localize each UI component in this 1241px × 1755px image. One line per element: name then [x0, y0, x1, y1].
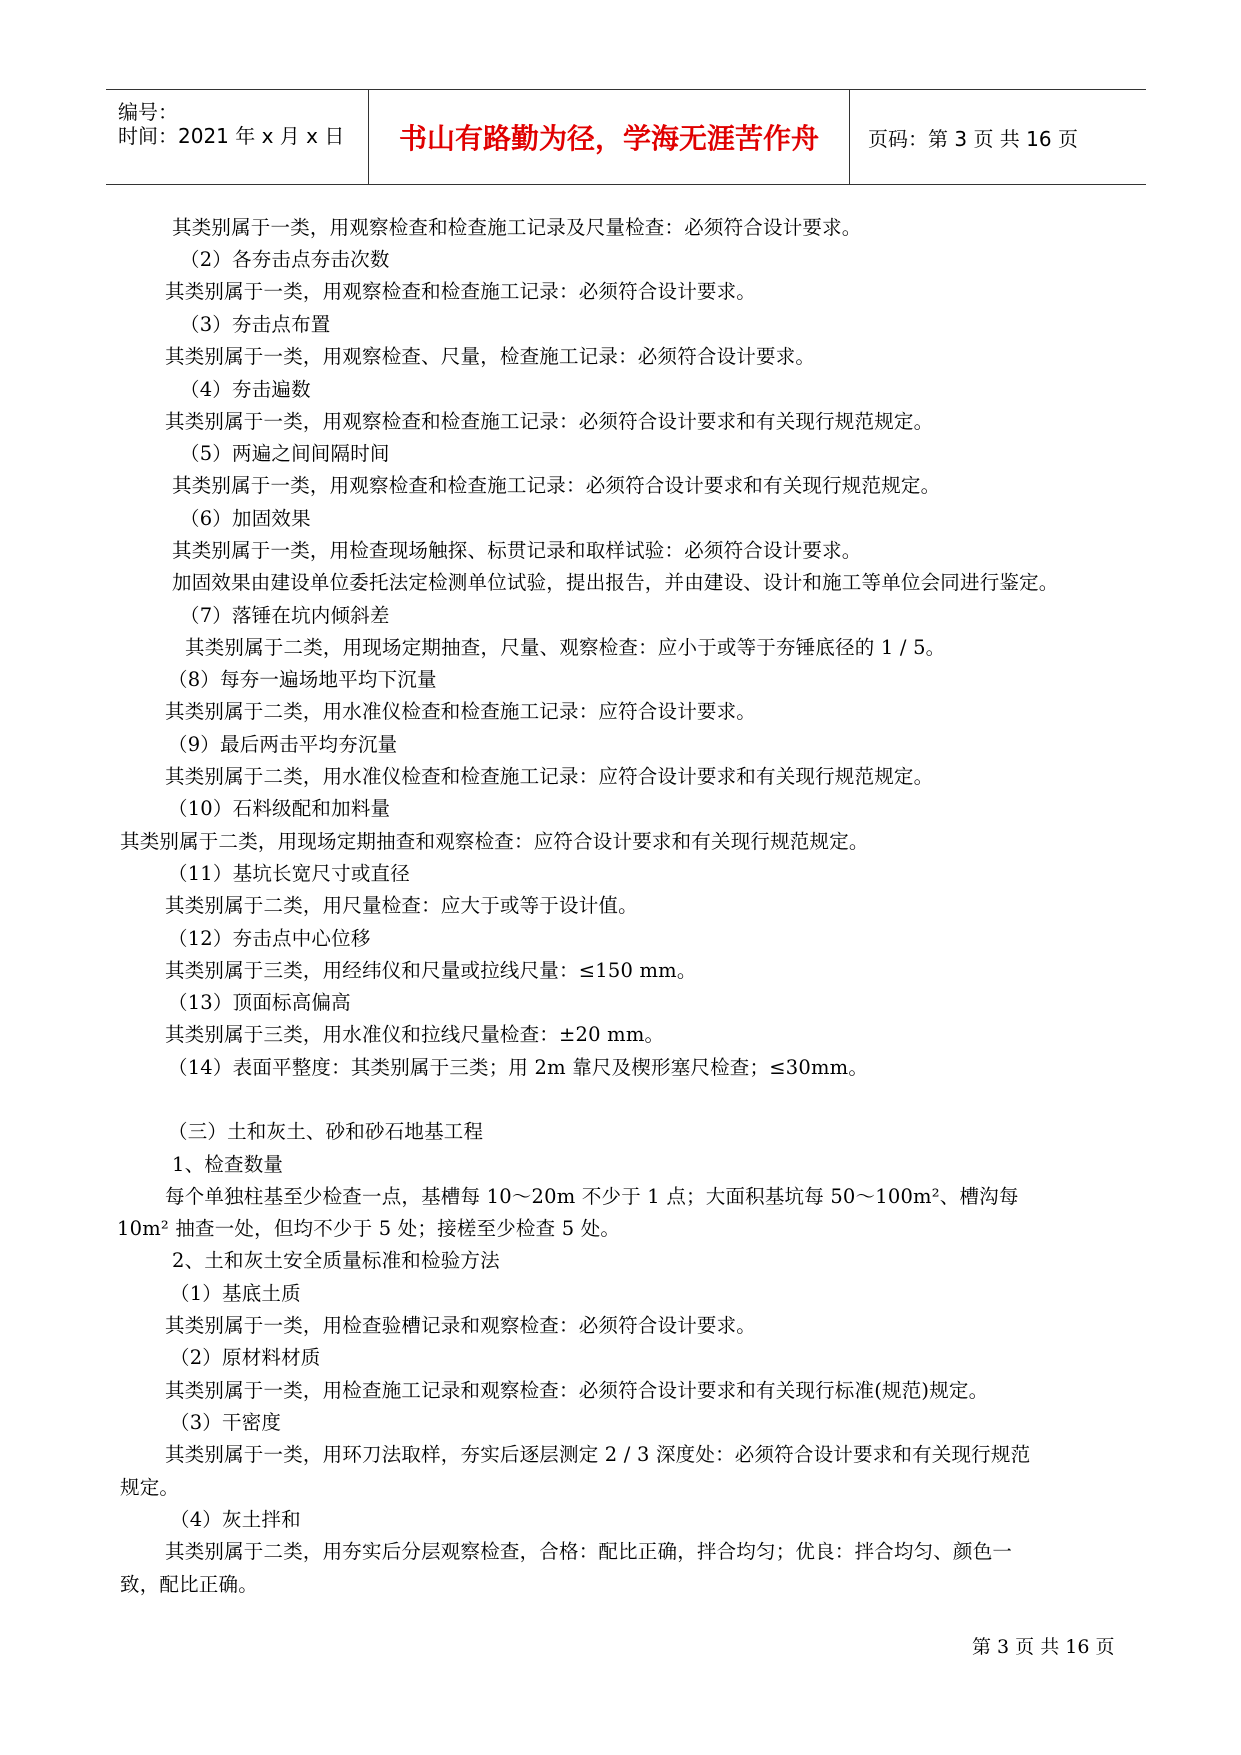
body-line: 1、检查数量	[172, 1153, 284, 1176]
body-line: （10）石料级配和加料量	[168, 797, 391, 820]
body-line: 2、土和灰土安全质量标准和检验方法	[172, 1249, 500, 1272]
body-line: （13）顶面标高偏高	[168, 991, 351, 1014]
body-line: 其类别属于一类，用观察检查和检查施工记录：必须符合设计要求。	[165, 280, 757, 303]
body-line: 其类别属于二类，用尺量检查：应大于或等于设计值。	[165, 894, 638, 917]
body-line: 10m² 抽查一处，但均不少于 5 处；接槎至少检查 5 处。	[117, 1217, 621, 1240]
body-line: 其类别属于一类，用环刀法取样，夯实后逐层测定 2 / 3 深度处：必须符合设计要求和有关现行规范	[165, 1443, 1031, 1466]
body-line: （7）落锤在坑内倾斜差	[180, 604, 390, 627]
body-line: （12）夯击点中心位移	[168, 927, 371, 950]
number-label: 编号：	[118, 100, 178, 124]
body-line: （4）灰土拌和	[170, 1508, 301, 1531]
section-heading: （三）土和灰土、砂和砂石地基工程	[168, 1120, 484, 1143]
body-line: 其类别属于一类，用检查验槽记录和观察检查：必须符合设计要求。	[165, 1314, 757, 1337]
time-label: 时间：2021 年 x 月 x 日	[118, 124, 345, 148]
body-line: 其类别属于一类，用检查现场触探、标贯记录和取样试验：必须符合设计要求。	[172, 539, 862, 562]
body-line: 其类别属于一类，用观察检查、尺量，检查施工记录：必须符合设计要求。	[165, 345, 816, 368]
body-line: （1）基底土质	[170, 1282, 301, 1305]
body-line: 规定。	[120, 1476, 180, 1499]
body-line: 其类别属于二类，用现场定期抽查，尺量、观察检查：应小于或等于夯锤底径的 1 / 5。	[185, 636, 946, 659]
body-line: （3）干密度	[170, 1411, 282, 1434]
body-line: （3）夯击点布置	[180, 313, 331, 336]
body-line: 致，配比正确。	[120, 1573, 258, 1596]
motto-text: 书山有路勤为径，学海无涯苦作舟	[398, 122, 819, 155]
body-line: 其类别属于一类，用观察检查和检查施工记录：必须符合设计要求和有关现行规范规定。	[172, 474, 941, 497]
page-indicator: 页码：第 3 页 共 16 页	[868, 126, 1078, 151]
body-line: （2）原材料材质	[170, 1346, 321, 1369]
body-line: 其类别属于二类，用夯实后分层观察检查，合格：配比正确，拌合均匀；优良：拌合均匀、颜色一	[165, 1540, 1013, 1563]
body-line: 其类别属于二类，用水准仪检查和检查施工记录：应符合设计要求。	[165, 700, 757, 723]
body-line: 其类别属于二类，用水准仪检查和检查施工记录：应符合设计要求和有关现行规范规定。	[165, 765, 934, 788]
body-line: 其类别属于三类，用水准仪和拉线尺量检查：±20 mm。	[165, 1023, 665, 1046]
body-line: 其类别属于一类，用检查施工记录和观察检查：必须符合设计要求和有关现行标准(规范)规定。	[165, 1379, 989, 1402]
body-line: 其类别属于一类，用观察检查和检查施工记录及尺量检查：必须符合设计要求。	[172, 216, 862, 239]
body-line: （2）各夯击点夯击次数	[180, 248, 390, 271]
body-line: 其类别属于一类，用观察检查和检查施工记录：必须符合设计要求和有关现行规范规定。	[165, 410, 934, 433]
body-line: （8）每夯一遍场地平均下沉量	[168, 668, 437, 691]
body-line: 加固效果由建设单位委托法定检测单位试验，提出报告，并由建设、设计和施工等单位会同进行鉴定。	[172, 571, 1059, 594]
body-line: （4）夯击遍数	[180, 378, 311, 401]
body-line: 每个单独柱基至少检查一点，基槽每 10～20m 不少于 1 点；大面积基坑每 50～100m²、槽沟每	[165, 1185, 1019, 1208]
body-line: 其类别属于二类，用现场定期抽查和观察检查：应符合设计要求和有关现行规范规定。	[120, 830, 869, 853]
body-line: （5）两遍之间间隔时间	[180, 442, 390, 465]
body-line: （9）最后两击平均夯沉量	[168, 733, 398, 756]
body-line: （6）加固效果	[180, 507, 311, 530]
body-line: 其类别属于三类，用经纬仪和尺量或拉线尺量：≤150 mm。	[165, 959, 697, 982]
body-line: （14）表面平整度：其类别属于三类；用 2m 靠尺及楔形塞尺检查；≤30mm。	[168, 1056, 869, 1079]
body-line: （11）基坑长宽尺寸或直径	[168, 862, 410, 885]
page-footer: 第 3 页 共 16 页	[972, 1636, 1115, 1658]
